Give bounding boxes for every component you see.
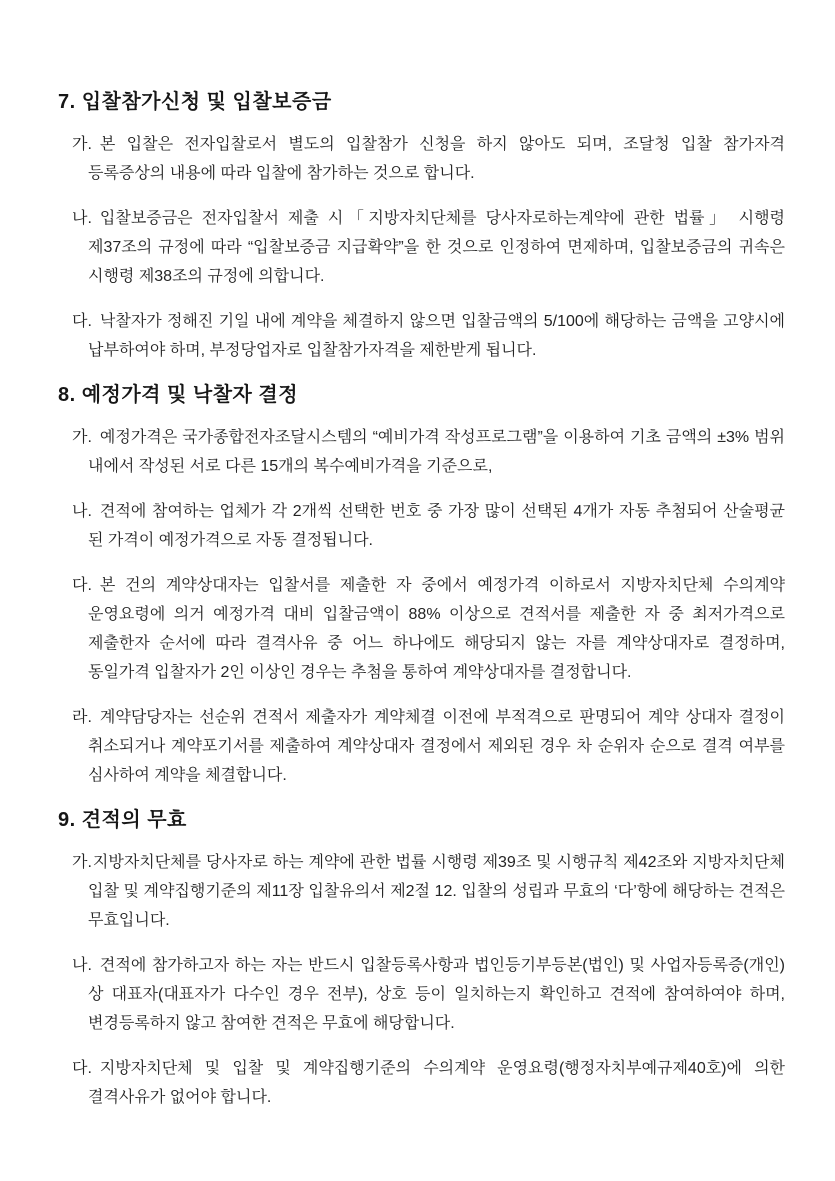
item-label: 다.	[72, 313, 92, 330]
item-label: 라.	[72, 709, 92, 726]
list-item	[72, 571, 785, 687]
section-title: 견적의 무효	[81, 809, 187, 831]
item-text: 본 입찰은 전자입찰로서 별도의 입찰참가 신청을 하지 않아도 되며, 조달청 입찰 참가자격 등록증상의 내용에 따라 입찰에 참가하는 것으로 합니다.	[88, 136, 785, 182]
item-text: 견적에 참가하고자 하는 자는 반드시 입찰등록사항과 법인등기부등본(법인) 및 사업자등록증(개인)상 대표자(대표자가 다수인 경우 전부), 상호 등이 일치하는지 확인하고 견적에 참여하여야 하며, 변경등록하지 않고 참여한 견적은 무효에 해당합니다.	[88, 957, 785, 1032]
item-label: 다.	[72, 577, 92, 594]
list-item	[72, 951, 785, 1038]
list-item	[72, 130, 785, 188]
item-text: 본 건의 계약상대자는 입찰서를 제출한 자 중에서 예정가격 이하로서 지방자치단체 수의계약 운영요령에 의거 예정가격 대비 입찰금액이 88% 이상으로 견적서를 제출한 자 중 최저가격으로 제출한자 순서에 따라 결격사유 중 어느 하나에도 해당되지 않는 자를 계약상대자로 결정하며, 동일가격 입찰자가 2인 이상인 경우는 추첨을 통하여 계약상대자를 결정합니다.	[88, 577, 785, 681]
item-text: 지방자치단체를 당사자로 하는 계약에 관한 법률 시행령 제39조 및 시행규칙 제42조와 지방자치단체 입찰 및 계약집행기준의 제11장 입찰유의서 제2절 12. 입찰의 성립과 무효의 ‘다’항에 해당하는 견적은 무효입니다.	[88, 854, 785, 929]
section-bid-application	[58, 90, 785, 365]
list-item	[72, 703, 785, 790]
section-heading	[58, 90, 785, 114]
list-item	[72, 497, 785, 555]
item-text: 견적에 참여하는 업체가 각 2개씩 선택한 번호 중 가장 많이 선택된 4개가 자동 추첨되어 산술평균 된 가격이 예정가격으로 자동 결정됩니다.	[88, 503, 785, 549]
item-label: 나.	[72, 957, 92, 974]
section-number: 7.	[58, 91, 76, 113]
section-invalid-quotes	[58, 808, 785, 1112]
item-text: 지방자치단체 및 입찰 및 계약집행기준의 수의계약 운영요령(행정자치부예규제40호)에 의한 결격사유가 없어야 합니다.	[88, 1060, 785, 1106]
list-item	[72, 1054, 785, 1112]
section-price-decision	[58, 383, 785, 790]
section-heading	[58, 808, 785, 832]
item-label: 가.	[72, 429, 92, 446]
item-text: 입찰보증금은 전자입찰서 제출 시「지방자치단체를 당사자로하는계약에 관한 법률」 시행령 제37조의 규정에 따라 “입찰보증금 지급확약”을 한 것으로 인정하여 면제하며, 입찰보증금의 귀속은 시행령 제38조의 규정에 의합니다.	[88, 210, 785, 285]
section-items	[58, 848, 785, 1112]
item-label: 나.	[72, 210, 92, 227]
list-item	[72, 848, 785, 935]
item-text: 계약담당자는 선순위 견적서 제출자가 계약체결 이전에 부적격으로 판명되어 계약 상대자 결정이 취소되거나 계약포기서를 제출하여 계약상대자 결정에서 제외된 경우 차 순위자 순으로 결격 여부를 심사하여 계약을 체결합니다.	[88, 709, 785, 784]
item-text: 낙찰자가 정해진 기일 내에 계약을 체결하지 않으면 입찰금액의 5/100에 해당하는 금액을 고양시에 납부하여야 하며, 부정당업자로 입찰참가자격을 제한받게 됩니다.	[88, 313, 785, 359]
item-label: 나.	[72, 503, 92, 520]
section-heading	[58, 383, 785, 407]
item-label: 가.	[72, 854, 92, 871]
section-title: 예정가격 및 낙찰자 결정	[81, 384, 299, 406]
section-title: 입찰참가신청 및 입찰보증금	[81, 91, 332, 113]
list-item	[72, 204, 785, 291]
section-number: 9.	[58, 809, 76, 831]
item-label: 가.	[72, 136, 92, 153]
section-items	[58, 423, 785, 790]
section-number: 8.	[58, 384, 76, 406]
list-item	[72, 423, 785, 481]
section-items	[58, 130, 785, 365]
item-text: 예정가격은 국가종합전자조달시스템의 “예비가격 작성프로그램”을 이용하여 기초 금액의 ±3% 범위 내에서 작성된 서로 다른 15개의 복수예비가격을 기준으로,	[88, 429, 785, 475]
item-label: 다.	[72, 1060, 92, 1077]
list-item	[72, 307, 785, 365]
